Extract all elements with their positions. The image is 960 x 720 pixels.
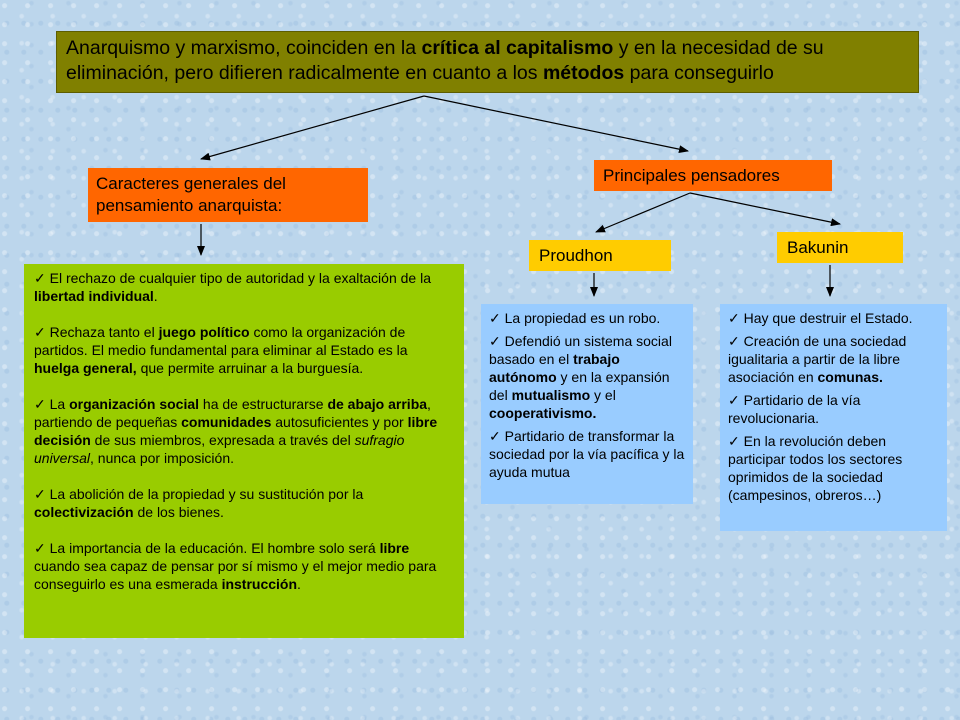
checkmark-icon: ✓ [34,396,46,412]
bullet-text: ha de estructurarse [199,396,328,412]
title-text-part: y en la necesidad de su eliminación, pero difieren radicalmente en cuanto a los [66,37,824,84]
bullet-text: y el [590,387,616,403]
title-bold-critica: crítica al capitalismo [421,37,614,59]
title-text-part: Anarquismo y marxismo, coinciden en la [66,37,422,59]
bullet-text: Creación de una sociedad igualitaria a partir de la libre asociación en [728,333,907,385]
bullet-text: La abolición de la propiedad y su sustitución por la [45,486,364,502]
bold-term: comunas. [817,369,883,385]
bold-term: instrucción [221,576,298,592]
bullet-text: La propiedad es un robo. [500,310,661,326]
bullet-text: . [297,576,301,592]
bold-term: huelga general, [34,360,137,376]
bullet-text: de los bienes. [133,504,224,520]
checkmark-icon: ✓ [728,392,740,408]
bold-term: mutualismo [511,387,591,403]
bullet-text: cuando sea capaz de pensar por sí mismo y el mejor medio para conseguirlo es una esmerada [34,558,437,592]
bullet-text: de sus miembros, expresada a través del [90,432,355,448]
title-bold-metodos: métodos [542,62,625,84]
bold-term: libertad individual [34,288,154,304]
checkmark-icon: ✓ [489,428,501,444]
caracteres-box [88,168,368,222]
anarquismo-characteristics-panel [24,264,464,638]
bold-term: comunidades [181,414,272,430]
caracteres-label: Caracteres generales del pensamiento anarquista: [96,174,286,215]
bullet-text: que permite arruinar a la burguesía. [136,360,364,376]
arrow-title-to-pensadores [424,96,688,151]
bullet-point [34,323,454,377]
bullet-point [34,269,454,305]
bullet-point [34,539,454,593]
bullet-text: . [153,288,158,304]
bullet-point [34,485,454,521]
italic-term: sufragio universal [34,432,405,466]
bold-term: organización social [69,396,200,412]
checkmark-icon: ✓ [728,333,740,349]
bold-term: colectivización [34,504,134,520]
bakunin-ideas-panel [720,304,947,531]
checkmark-icon: ✓ [34,486,46,502]
bakunin-label: Bakunin [787,238,849,257]
bullet-text: La [45,396,70,412]
bullet-text: Defendió un sistema social basado en el [489,333,672,367]
bullet-point [728,391,939,427]
checkmark-icon: ✓ [34,324,46,340]
bullet-text: En la revolución deben participar todos los sectores oprimidos de la sociedad (campesinos, obreros…) [728,433,903,503]
bullet-point [34,395,454,467]
bullet-point [489,427,685,481]
pensadores-box [594,160,832,191]
bullet-text: , partiendo de pequeñas [34,396,431,430]
checkmark-icon: ✓ [728,310,740,326]
checkmark-icon: ✓ [34,270,46,286]
bakunin-box [777,232,903,263]
bullet-text: Rechaza tanto el [45,324,159,340]
bold-term: juego político [158,324,250,340]
bullet-point [728,432,939,504]
bold-term: libre decisión [34,414,438,448]
bold-term: de abajo arriba [327,396,428,412]
proudhon-ideas-panel [481,304,693,504]
checkmark-icon: ✓ [489,310,501,326]
bullet-text: El rechazo de cualquier tipo de autoridad y la exaltación de la [45,270,431,286]
checkmark-icon: ✓ [34,540,46,556]
arrow-pensadores-to-proudhon [596,193,690,232]
bullet-text: como la organización de partidos. El medio fundamental para eliminar al Estado es la [34,324,408,358]
bullet-point [728,309,939,327]
bullet-text: , nunca por imposición. [90,450,234,466]
bullet-point [728,332,939,386]
bullet-text: La importancia de la educación. El hombre solo será [45,540,380,556]
title-text-part: para conseguirlo [624,62,774,84]
bold-term: cooperativismo. [489,405,597,421]
bullet-text: Hay que destruir el Estado. [739,310,913,326]
checkmark-icon: ✓ [489,333,501,349]
bullet-text: Partidario de la vía revolucionaria. [728,392,861,426]
bold-term: libre [379,540,410,556]
bullet-point [489,332,685,422]
proudhon-box [529,240,671,271]
checkmark-icon: ✓ [728,433,740,449]
bullet-point [489,309,685,327]
arrow-pensadores-to-bakunin [690,193,840,224]
bullet-text: Partidario de transformar la sociedad por la vía pacífica y la ayuda mutua [489,428,685,480]
main-title-box [56,31,919,93]
bullet-text: y en la expansión del [489,369,670,403]
proudhon-label: Proudhon [539,246,613,265]
bullet-text: autosuficientes y por [271,414,408,430]
pensadores-label: Principales pensadores [603,166,780,185]
bold-term: trabajo autónomo [489,351,620,385]
arrow-title-to-caracteres [201,96,424,159]
